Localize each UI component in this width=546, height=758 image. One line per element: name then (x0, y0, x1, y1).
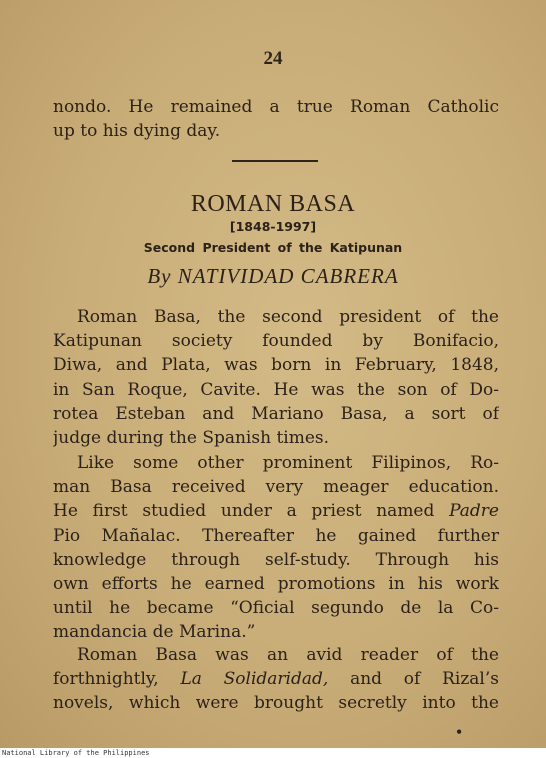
text-line: until he became “Oficial segundo de la Co- (53, 598, 499, 619)
paragraph-3 (53, 643, 499, 716)
text-line: Diwa, and Plata, was born in February, 1848, (53, 355, 499, 376)
text-line: Roman Basa, the second president of the (77, 307, 499, 327)
text-line: up to his dying day. (53, 121, 221, 142)
italic-text: Padre (449, 501, 499, 522)
text-line: knowledge through self-study. Through his (53, 549, 499, 570)
library-watermark: National Library of the Philippines (2, 749, 150, 757)
text-line: rotea Esteban and Mariano Basa, a sort of (53, 403, 499, 424)
text-line: Like some other prominent Filipinos, Ro- (77, 453, 499, 473)
text-line: novels, which were brought secretly into the (53, 693, 499, 714)
text-line: own efforts he earned promotions in his work (53, 573, 499, 594)
ink-mark-icon: ● (453, 725, 465, 739)
text-line: Roman Basa was an avid reader of the (77, 645, 499, 665)
text-run: forthnightly, (53, 669, 181, 690)
paragraph-1 (53, 305, 499, 450)
continued-paragraph (53, 95, 499, 143)
article-title: ROMAN BASA (190, 191, 356, 217)
text-line: man Basa received very meager education. (53, 477, 499, 498)
text-line: in San Roque, Cavite. He was the son of Do- (53, 379, 499, 400)
text-line (53, 667, 499, 691)
section-divider (232, 160, 318, 162)
article-byline: By NATIVIDAD CABRERA (147, 264, 399, 288)
article-years: [1848-1997] (229, 219, 317, 234)
paragraph-2 (53, 451, 499, 645)
page-number: 24 (263, 48, 283, 69)
text-run: and of Rizal’s (328, 669, 499, 690)
article-subtitle: Second President of the Katipunan (143, 240, 403, 255)
text-line: Katipunan society founded by Bonifacio, (53, 331, 499, 352)
text-line: nondo. He remained a true Roman Catholic (53, 97, 499, 117)
text-line (53, 499, 499, 523)
text-line: mandancia de Marina.” (53, 622, 256, 643)
text-line: judge during the Spanish times. (53, 427, 330, 448)
text-line: Pio Mañalac. Thereafter he gained further (53, 525, 499, 546)
italic-text: La Solidaridad, (180, 669, 329, 690)
text-run: He first studied under a priest named (53, 501, 450, 522)
